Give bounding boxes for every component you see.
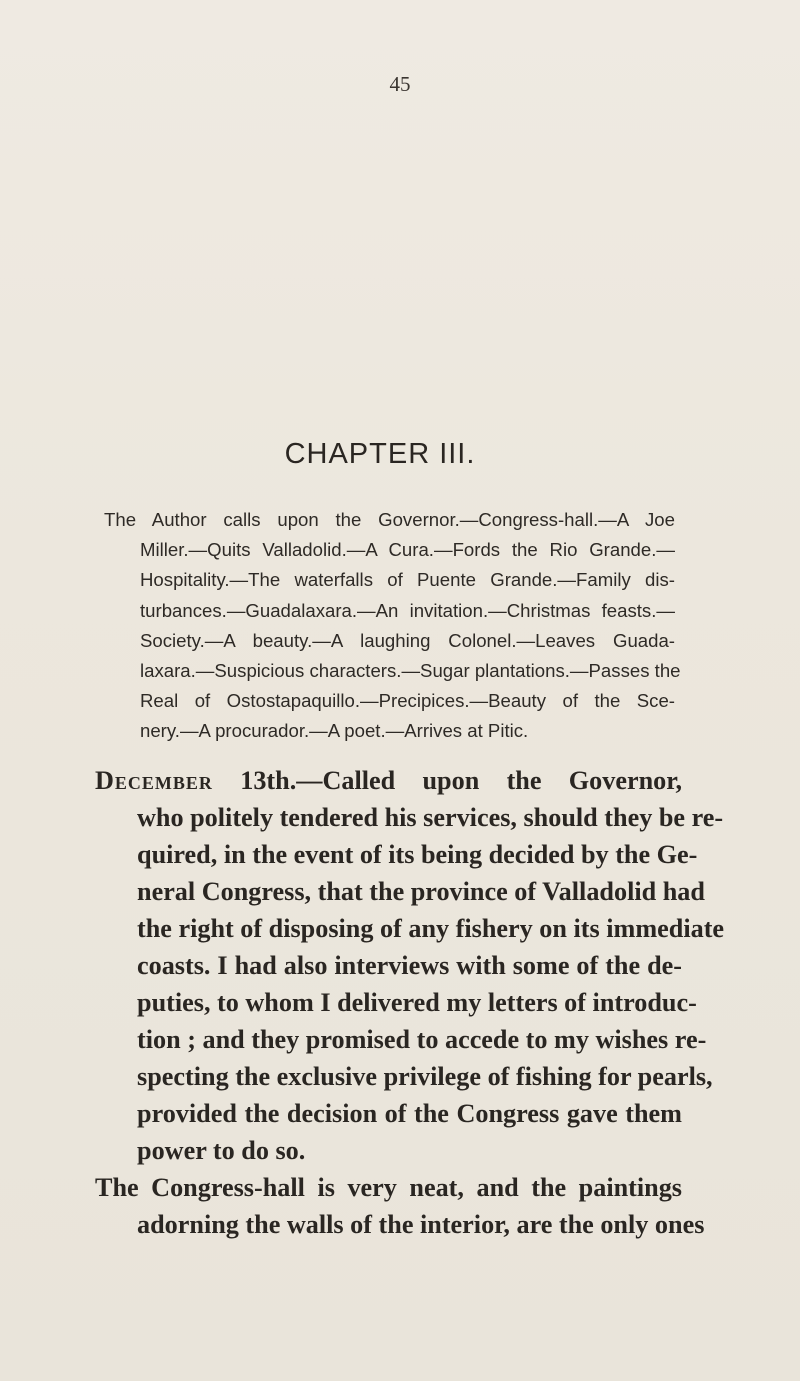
text-line: neral Congress, that the province of Valladolid had <box>137 877 705 906</box>
synopsis-line: nery.—A procurador.—A poet.—Arrives at Pitic. <box>140 720 529 742</box>
synopsis-line: Society.—A beauty.—A laughing Colonel.—Leaves Guada- <box>140 629 675 651</box>
synopsis-line: The Author calls upon the Governor.—Congress-hall.—A Joe <box>104 509 675 530</box>
date-label: December <box>95 766 213 795</box>
text-line: adorning the walls of the interior, are the only ones <box>137 1210 705 1239</box>
synopsis-line: Real of Ostostapaquillo.—Precipices.—Beauty of the Sce- <box>140 690 675 712</box>
page-number: 45 <box>389 72 411 96</box>
text-line: coasts. I had also interviews with some of the de- <box>137 951 682 980</box>
paragraph-first-line <box>95 762 682 799</box>
synopsis-line: laxara.—Suspicious characters.—Sugar plantations.—Passes the <box>140 660 681 682</box>
text-line: quired, in the event of its being decided by the Ge- <box>137 840 698 869</box>
synopsis-line: turbances.—Guadalaxara.—An invitation.—Christmas feasts.— <box>140 599 675 621</box>
paragraph-first-line: The Congress-hall is very neat, and the paintings <box>95 1173 682 1202</box>
text-line: specting the exclusive privilege of fishing for pearls, <box>137 1062 713 1091</box>
synopsis-line: Miller.—Quits Valladolid.—A Cura.—Fords the Rio Grande.— <box>140 539 675 561</box>
text-line: the right of disposing of any fishery on its immediate <box>137 914 725 943</box>
text-line: who politely tendered his services, should they be re- <box>137 803 724 832</box>
text-line: power to do so. <box>137 1136 306 1165</box>
text-line: tion ; and they promised to accede to my wishes re- <box>137 1025 707 1054</box>
chapter-title: CHAPTER III. <box>284 438 476 470</box>
text-line: provided the decision of the Congress gave them <box>137 1099 682 1128</box>
synopsis-line: Hospitality.—The waterfalls of Puente Grande.—Family dis- <box>140 569 675 591</box>
first-line-rest: 13th.—Called upon the Governor, <box>212 766 682 795</box>
chapter-synopsis <box>104 505 681 747</box>
body-text <box>95 762 725 1243</box>
text-line: puties, to whom I delivered my letters of introduc- <box>137 988 697 1017</box>
